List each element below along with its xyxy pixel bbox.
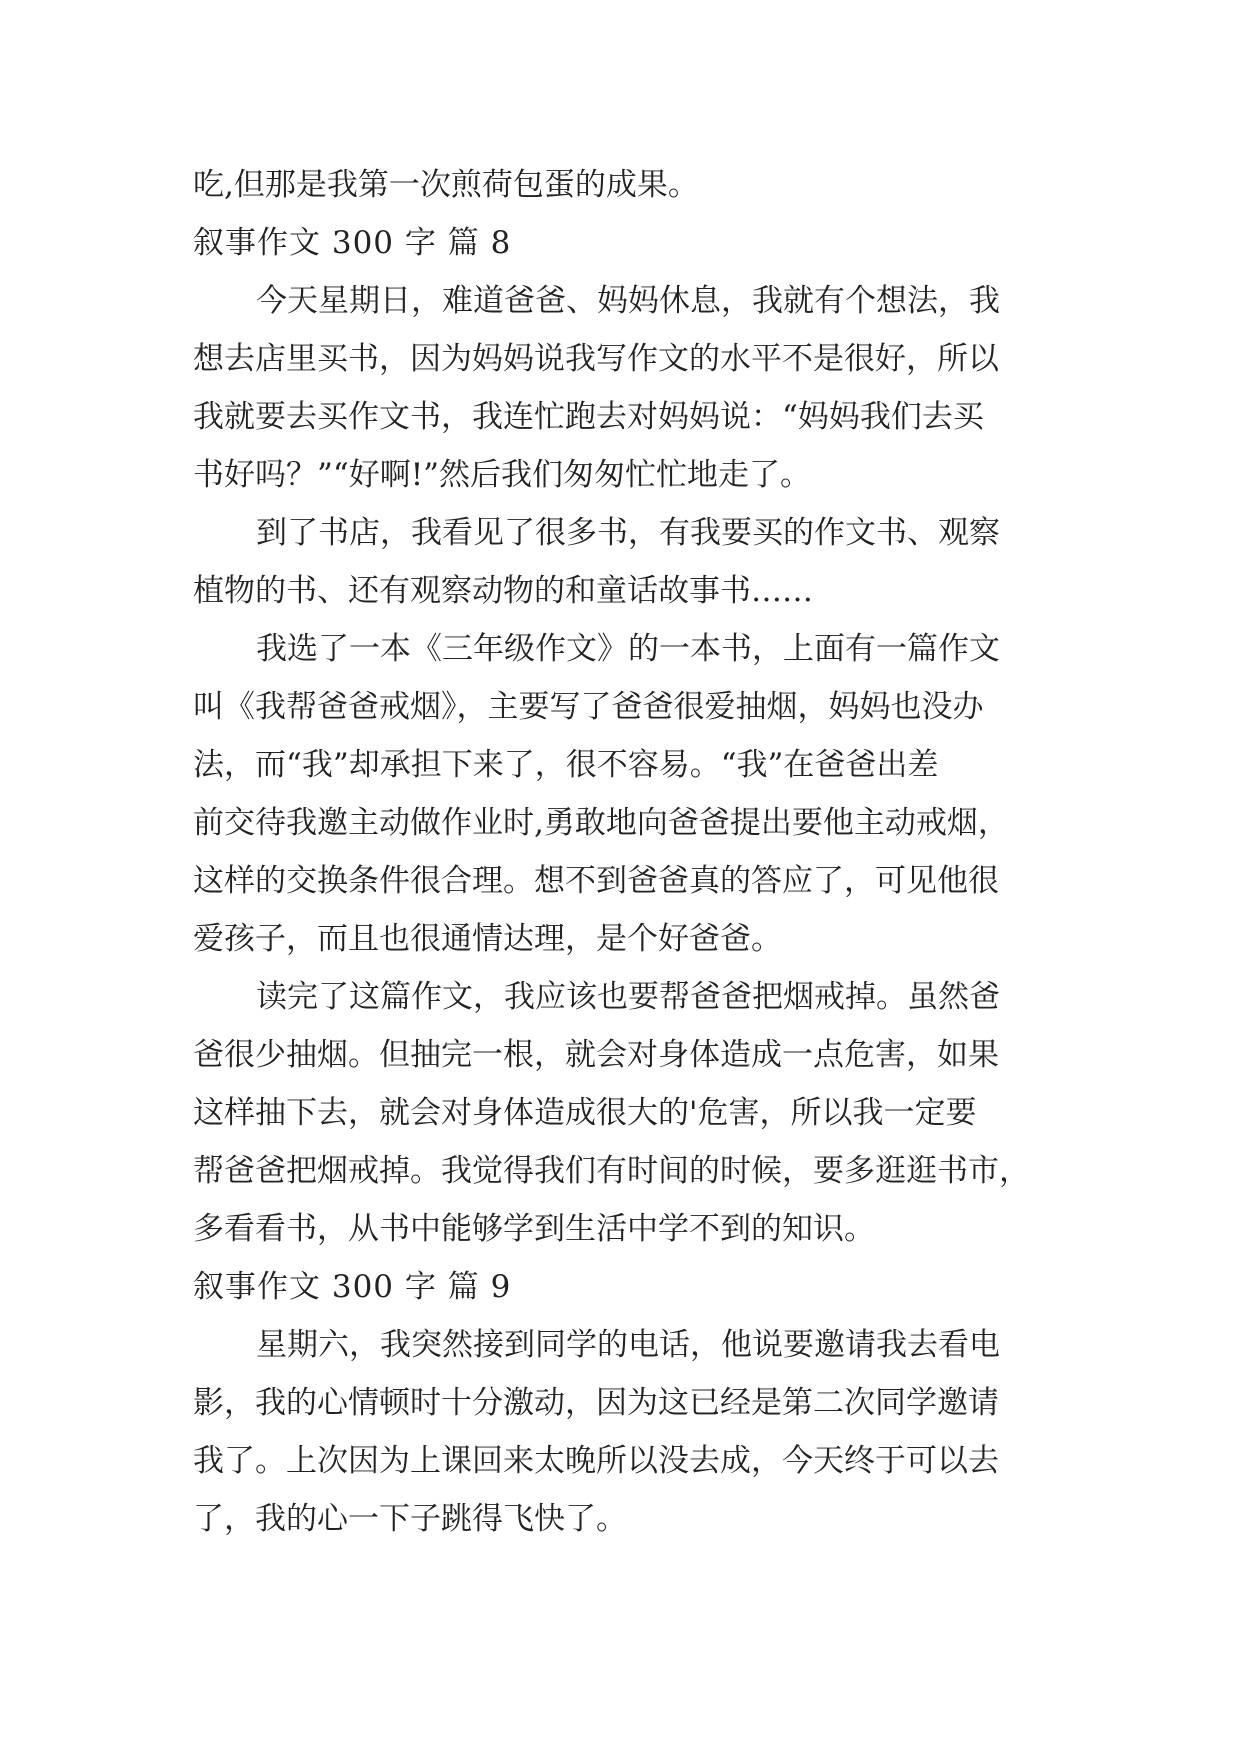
text-line: 书好吗？”“好啊!”然后我们匆匆忙忙地走了。 bbox=[193, 457, 811, 493]
text-line: 影，我的心情顿时十分激动，因为这已经是第二次同学邀请 bbox=[193, 1385, 999, 1421]
paragraph-first-line: 今天星期日，难道爸爸、妈妈休息，我就有个想法，我 bbox=[256, 283, 1000, 319]
text-line: 植物的书、还有观察动物的和童话故事书…… bbox=[193, 573, 813, 609]
text-line: 这样的交换条件很合理。想不到爸爸真的答应了，可见他很 bbox=[193, 863, 999, 899]
text-line: 我了。上次因为上课回来太晚所以没去成，今天终于可以去 bbox=[193, 1443, 999, 1479]
text-line: 叫《我帮爸爸戒烟》，主要写了爸爸很爱抽烟，妈妈也没办 bbox=[193, 689, 984, 725]
text-line: 这样抽下去，就会对身体造成很大的'危害，所以我一定要 bbox=[193, 1095, 977, 1131]
paragraph-first-line: 读完了这篇作文，我应该也要帮爸爸把烟戒掉。虽然爸 bbox=[256, 979, 1000, 1015]
text-line: 帮爸爸把烟戒掉。我觉得我们有时间的时候，要多逛逛书市， bbox=[193, 1153, 1030, 1189]
text-line: 多看看书，从书中能够学到生活中学不到的知识。 bbox=[193, 1211, 875, 1247]
paragraph-first-line: 到了书店，我看见了很多书，有我要买的作文书、观察 bbox=[256, 515, 1000, 551]
text-line: 吃,但那是我第一次煎荷包蛋的成果。 bbox=[193, 167, 699, 203]
paragraph-first-line: 星期六，我突然接到同学的电话，他说要邀请我去看电 bbox=[256, 1327, 1000, 1363]
text-line: 前交待我邀主动做作业时,勇敢地向爸爸提出要他主动戒烟， bbox=[193, 805, 1009, 841]
text-line: 想去店里买书，因为妈妈说我写作文的水平不是很好，所以 bbox=[193, 341, 999, 377]
text-line: 法，而“我”却承担下来了，很不容易。“我”在爸爸出差 bbox=[193, 747, 939, 783]
text-line: 了，我的心一下子跳得飞快了。 bbox=[193, 1501, 627, 1537]
section-heading: 叙事作文 300 字 篇 8 bbox=[193, 225, 512, 261]
paragraph-first-line: 我选了一本《三年级作文》的一本书，上面有一篇作文 bbox=[256, 631, 1000, 667]
text-line: 爱孩子，而且也很通情达理，是个好爸爸。 bbox=[193, 921, 782, 957]
text-line: 爸很少抽烟。但抽完一根，就会对身体造成一点危害，如果 bbox=[193, 1037, 999, 1073]
section-heading: 叙事作文 300 字 篇 9 bbox=[193, 1269, 512, 1305]
text-line: 我就要去买作文书，我连忙跑去对妈妈说：“妈妈我们去买 bbox=[193, 399, 984, 435]
